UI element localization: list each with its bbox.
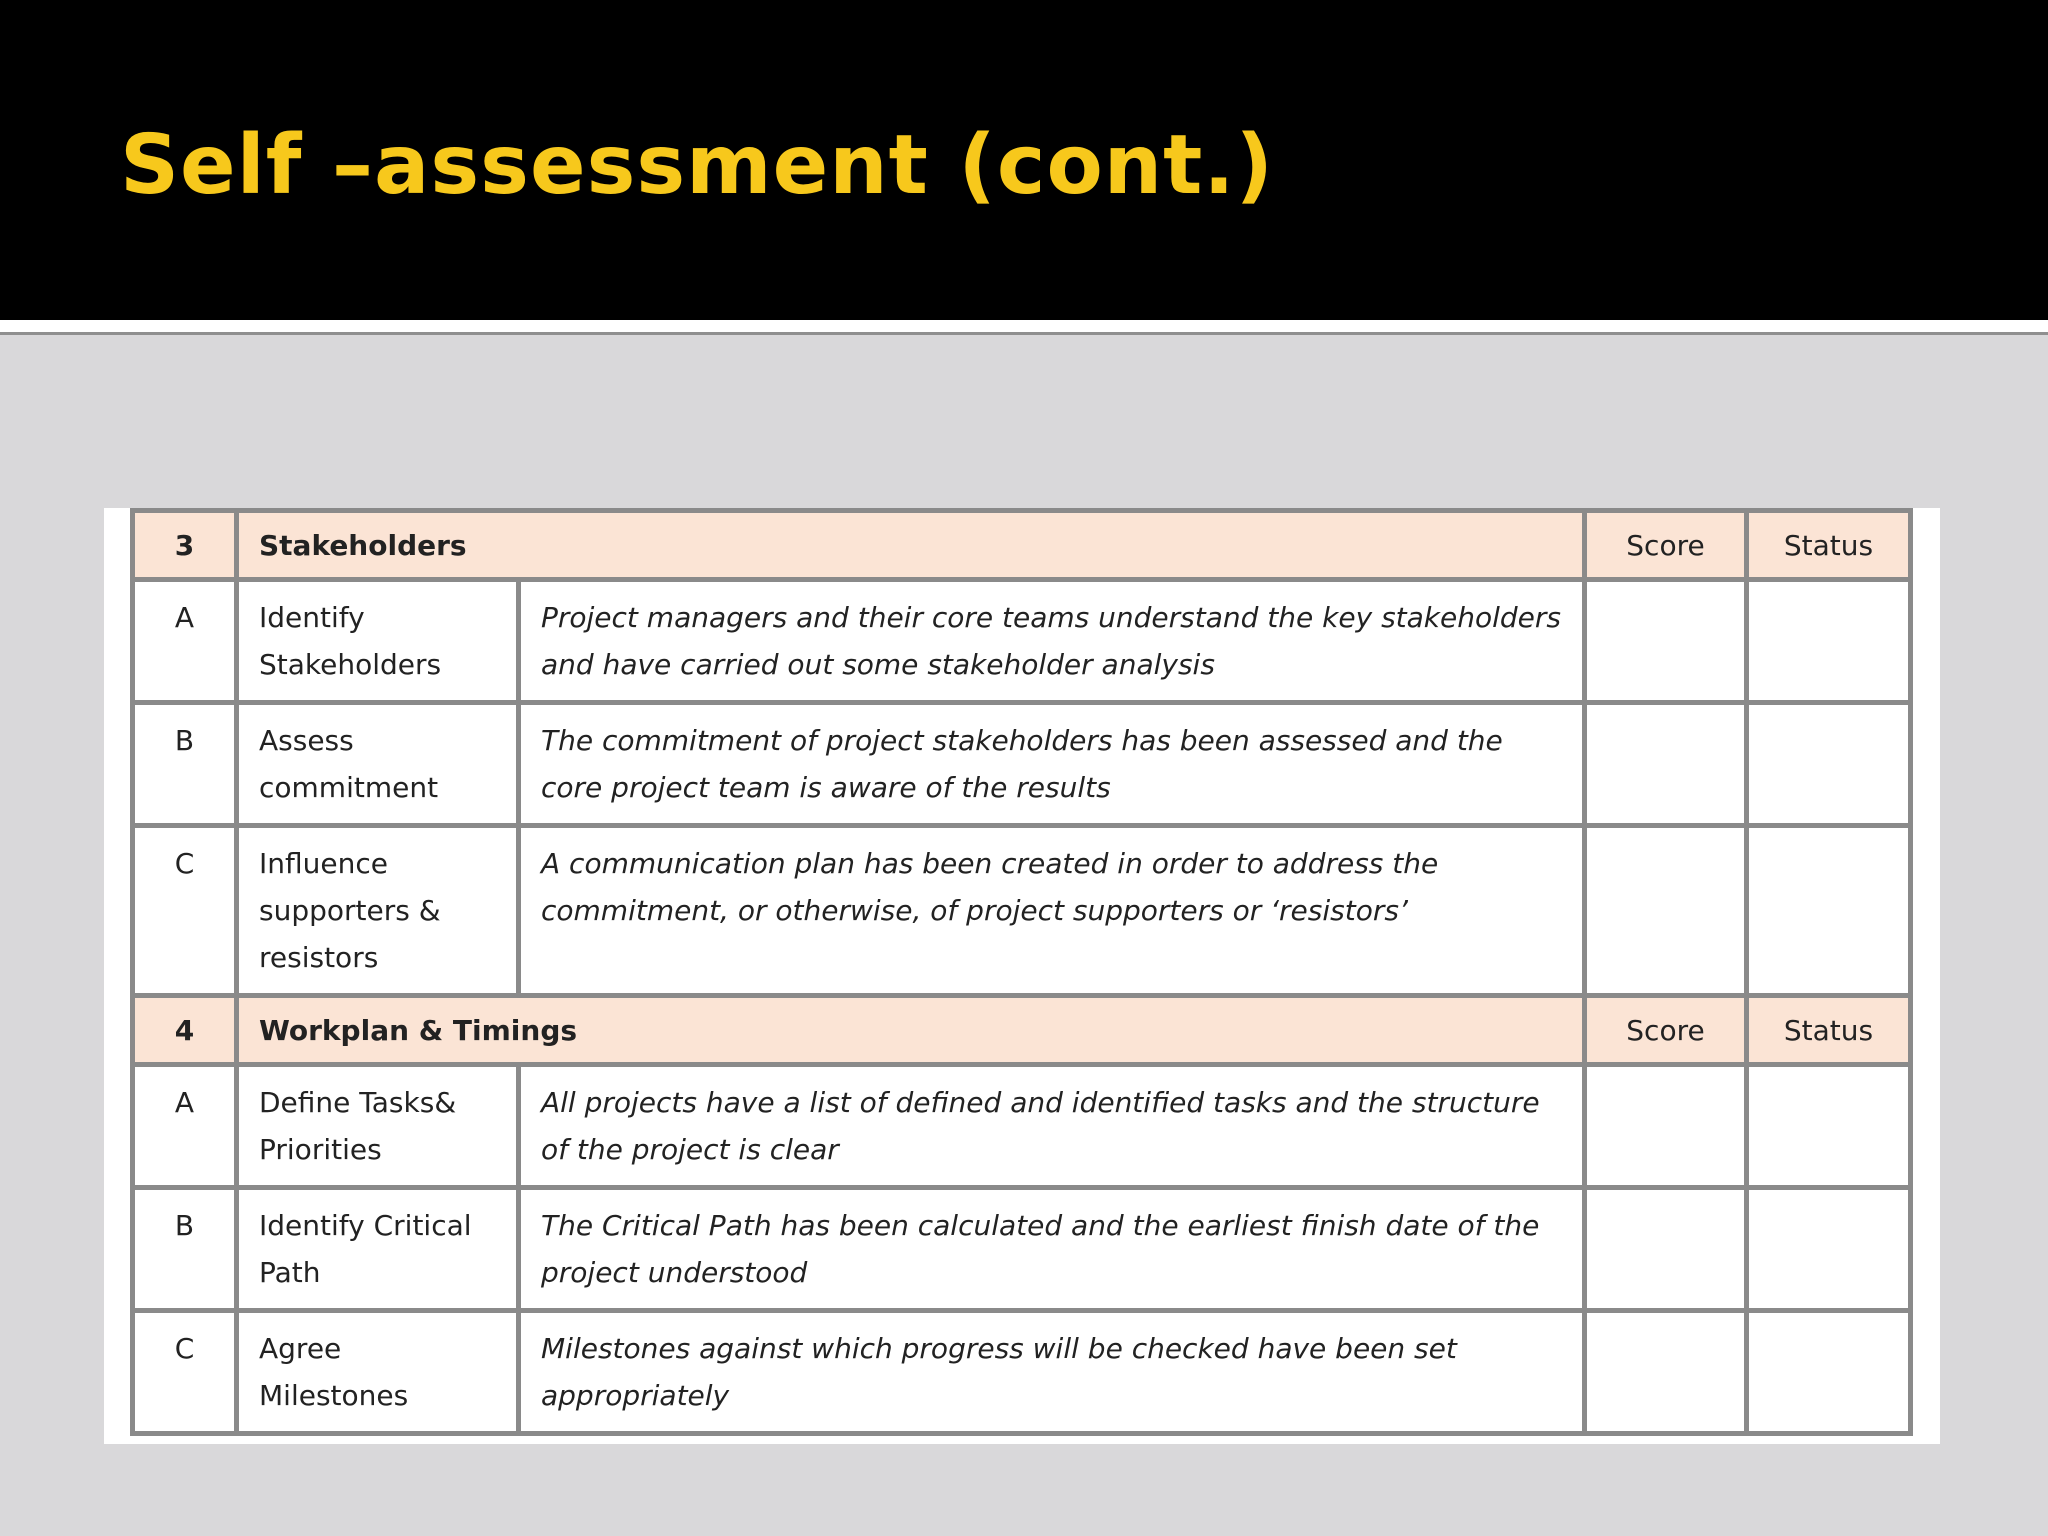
table-row xyxy=(133,826,1911,996)
score-cell[interactable] xyxy=(1585,826,1747,996)
status-cell[interactable] xyxy=(1747,1065,1911,1188)
row-letter: A xyxy=(133,1065,237,1188)
row-item: Agree Milestones xyxy=(237,1311,519,1434)
row-description: The Critical Path has been calculated and the earliest finish date of the project understood xyxy=(519,1188,1585,1311)
status-column-header: Status xyxy=(1747,511,1911,580)
table-row xyxy=(133,703,1911,826)
score-cell[interactable] xyxy=(1585,703,1747,826)
row-letter: C xyxy=(133,826,237,996)
self-assessment-table xyxy=(130,508,1913,1436)
row-description: Project managers and their core teams understand the key stakeholders and have carried out some stakeholder analysis xyxy=(519,580,1585,703)
table-row xyxy=(133,1188,1911,1311)
score-column-header: Score xyxy=(1585,996,1747,1065)
row-item: Assess commitment xyxy=(237,703,519,826)
section-title: Workplan & Timings xyxy=(237,996,1585,1065)
status-cell[interactable] xyxy=(1747,826,1911,996)
row-description: Milestones against which progress will be checked have been set appropriately xyxy=(519,1311,1585,1434)
table-row xyxy=(133,1065,1911,1188)
status-cell[interactable] xyxy=(1747,1311,1911,1434)
row-description: All projects have a list of defined and identified tasks and the structure of the project is clear xyxy=(519,1065,1585,1188)
score-cell[interactable] xyxy=(1585,1311,1747,1434)
row-letter: B xyxy=(133,1188,237,1311)
section-header-row xyxy=(133,511,1911,580)
title-divider xyxy=(0,320,2048,335)
status-column-header: Status xyxy=(1747,996,1911,1065)
score-cell[interactable] xyxy=(1585,580,1747,703)
row-description: A communication plan has been created in order to address the commitment, or otherwise, of project supporters or ‘resistors’ xyxy=(519,826,1585,996)
row-description: The commitment of project stakeholders has been assessed and the core project team is aware of the results xyxy=(519,703,1585,826)
section-number: 3 xyxy=(133,511,237,580)
row-item: Identify Critical Path xyxy=(237,1188,519,1311)
section-number: 4 xyxy=(133,996,237,1065)
row-letter: A xyxy=(133,580,237,703)
slide-title: Self –assessment (cont.) xyxy=(120,118,1274,213)
row-item: Define Tasks& Priorities xyxy=(237,1065,519,1188)
row-letter: B xyxy=(133,703,237,826)
table-row xyxy=(133,580,1911,703)
score-cell[interactable] xyxy=(1585,1065,1747,1188)
row-item: Influence supporters & resistors xyxy=(237,826,519,996)
row-letter: C xyxy=(133,1311,237,1434)
score-cell[interactable] xyxy=(1585,1188,1747,1311)
section-title: Stakeholders xyxy=(237,511,1585,580)
row-item: Identify Stakeholders xyxy=(237,580,519,703)
score-column-header: Score xyxy=(1585,511,1747,580)
section-header-row xyxy=(133,996,1911,1065)
status-cell[interactable] xyxy=(1747,580,1911,703)
table-row xyxy=(133,1311,1911,1434)
status-cell[interactable] xyxy=(1747,1188,1911,1311)
status-cell[interactable] xyxy=(1747,703,1911,826)
